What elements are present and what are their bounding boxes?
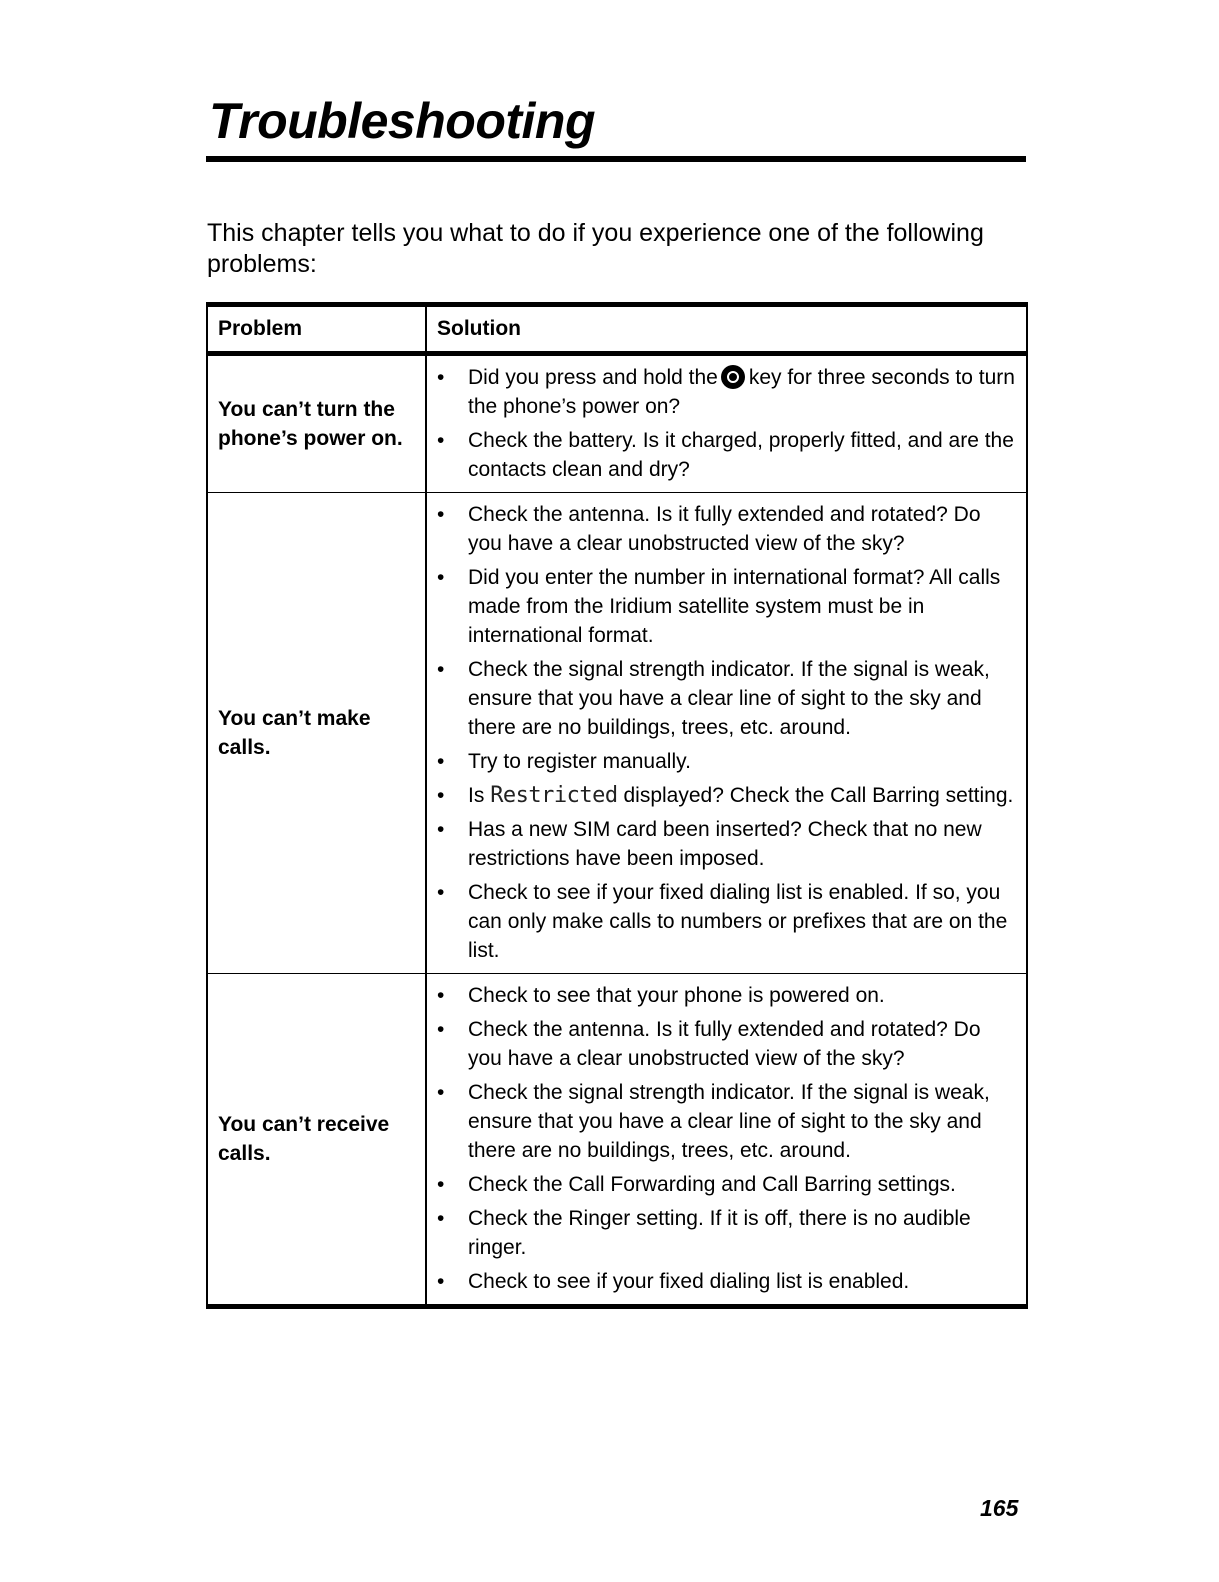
solution-cell: [426, 354, 1027, 493]
list-item: • Try to register manually.: [437, 747, 1018, 776]
list-item-text: key for three seconds to turn the phone’s power on?: [468, 366, 1015, 418]
problem-cell: You can’t turn the phone’s power on.: [207, 354, 426, 493]
list-item: • Has a new SIM card been inserted? Check that no new restrictions have been imposed.: [437, 815, 1018, 873]
list-item-text: displayed? Check the Call Barring setting.: [623, 784, 1014, 807]
solution-list: [437, 981, 1018, 1296]
troubleshooting-table: [206, 302, 1028, 1309]
list-item-text: Is: [468, 784, 485, 807]
list-item: • Check to see that your phone is powered on.: [437, 981, 1018, 1010]
list-item: • Check the Ringer setting. If it is off, there is no audible ringer.: [437, 1204, 1018, 1262]
list-item: • Check the signal strength indicator. If the signal is weak, ensure that you have a clear line of sight to the sky and there are no buildings, trees, etc. around.: [437, 655, 1018, 742]
list-item: • Check to see if your fixed dialing list is enabled. If so, you can only make calls to numbers or prefixes that are on the list.: [437, 878, 1018, 965]
solution-cell: [426, 493, 1027, 974]
intro-paragraph: This chapter tells you what to do if you experience one of the following problems:: [207, 219, 984, 278]
list-item: [437, 363, 1018, 421]
list-item: • Check the signal strength indicator. If the signal is weak, ensure that you have a clear line of sight to the sky and there are no buildings, trees, etc. around.: [437, 1078, 1018, 1165]
table-row: [207, 354, 1027, 493]
page-number: 165: [980, 1495, 1019, 1521]
table-header-row: [207, 305, 1027, 354]
list-item: • Check the antenna. Is it fully extended and rotated? Do you have a clear unobstructed view of the sky?: [437, 500, 1018, 558]
problem-column-header: Problem: [207, 305, 426, 354]
end-key-icon: [721, 365, 745, 389]
list-item: • Check to see if your fixed dialing list is enabled.: [437, 1267, 1018, 1296]
solution-list: [437, 363, 1018, 484]
list-item: • Did you enter the number in international format? All calls made from the Iridium satellite system must be in international format.: [437, 563, 1018, 650]
solution-column-header: Solution: [426, 305, 1027, 354]
solution-list: [437, 500, 1018, 965]
page-title: Troubleshooting: [209, 93, 595, 149]
title-rule: [206, 156, 1026, 162]
problem-cell: You can’t receive calls.: [207, 974, 426, 1307]
table-row: [207, 974, 1027, 1307]
problem-cell: You can’t make calls.: [207, 493, 426, 974]
list-item: • Check the antenna. Is it fully extended and rotated? Do you have a clear unobstructed view of the sky?: [437, 1015, 1018, 1073]
table-row: [207, 493, 1027, 974]
list-item: • Check the Call Forwarding and Call Barring settings.: [437, 1170, 1018, 1199]
list-item: [437, 781, 1018, 810]
solution-cell: [426, 974, 1027, 1307]
restricted-display-text: Restricted: [490, 783, 618, 808]
list-item: • Check the battery. Is it charged, properly fitted, and are the contacts clean and dry?: [437, 426, 1018, 484]
list-item-text: Did you press and hold the: [468, 366, 718, 389]
